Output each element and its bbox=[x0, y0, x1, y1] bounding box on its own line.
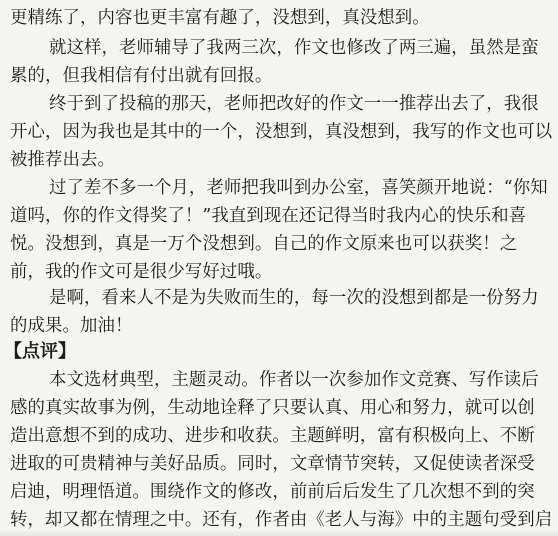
comment-line-5: 启迪，明理悟道。围绕作文的修改，前前后后发生了几次想不到的突 bbox=[10, 482, 535, 502]
story-paragraph-2-line-1: 就这样，老师辅导了我两三次，作文也修改了两三遍，虽然是蛮 bbox=[49, 38, 539, 58]
story-paragraph-2-line-2: 累的，但我相信有付出就有回报。 bbox=[10, 66, 273, 86]
comment-line-4: 进取的可贵精神与美好品质。同时，文章情节突转，又促使读者深受 bbox=[10, 454, 535, 474]
comment-line-2: 感的真实故事为例，生动地诠释了只要认真、用心和努力，就可以创 bbox=[10, 398, 535, 418]
comment-line-3: 造出意想不到的成功、进步和收获。主题鲜明，富有积极向上、不断 bbox=[10, 426, 535, 446]
story-paragraph-5-line-2: 的成果。加油！ bbox=[10, 316, 133, 336]
story-paragraph-4-line-3: 悦。没想到，真是一万个没想到。自己的作文原来也可以获奖！之 bbox=[10, 234, 518, 254]
story-paragraph-3-line-3: 被推荐出去。 bbox=[10, 150, 115, 170]
story-paragraph-4-line-2: 道吗，你的作文得奖了！”我直到现在还记得当时我内心的快乐和喜 bbox=[10, 206, 527, 226]
story-paragraph-4-line-1: 过了差不多一个月，老师把我叫到办公室，喜笑颜开地说：“你知 bbox=[49, 178, 548, 198]
comment-heading: 【点评】 bbox=[4, 341, 76, 362]
comment-line-1: 本文选材典型，主题灵动。作者以一次参加作文竞赛、写作读后 bbox=[49, 370, 539, 390]
page-bottom-edge bbox=[0, 530, 558, 536]
story-paragraph-3-line-2: 开心，因为我也是其中的一个，没想到，真没想到，我写的作文也可以 bbox=[10, 122, 553, 142]
story-paragraph-4-line-4: 前，我的作文可是很少写好过哦。 bbox=[10, 262, 273, 282]
comment-line-6: 转，却又都在情理之中。还有，作者由《老人与海》中的主题句受到启 bbox=[10, 510, 553, 530]
story-paragraph-1-line-1: 更精练了，内容也更丰富有趣了，没想到，真没想到。 bbox=[10, 8, 430, 28]
story-paragraph-5-line-1: 是啊，看来人不是为失败而生的，每一次的没想到都是一份努力 bbox=[49, 288, 539, 308]
story-paragraph-3-line-1: 终于到了投稿的那天，老师把改好的作文一一推荐出去了，我很 bbox=[49, 94, 539, 114]
